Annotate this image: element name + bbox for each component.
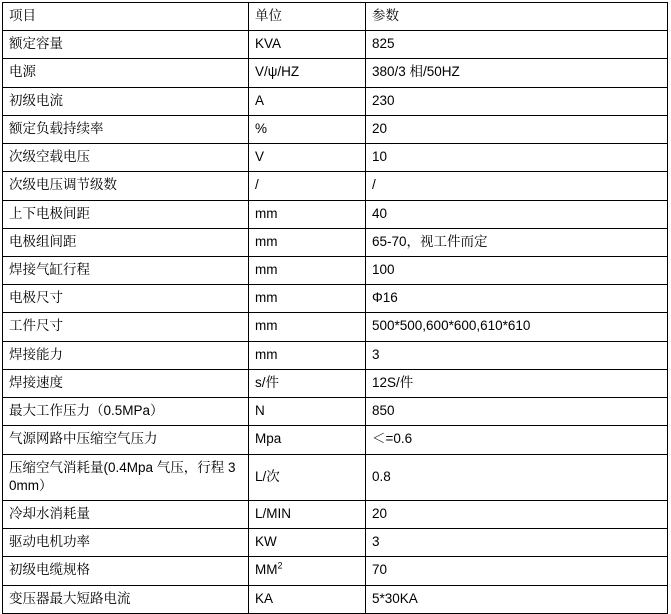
table-row — [3, 500, 668, 528]
table-row — [3, 285, 668, 313]
row-item-label: 电源 — [3, 59, 249, 87]
row-item-label: 初级电缆规格 — [3, 557, 249, 585]
table-row — [3, 426, 668, 454]
row-param-value: 500*500,600*600,610*610 — [366, 313, 668, 341]
row-item-label: 次级电压调节级数 — [3, 172, 249, 200]
row-param-value: 850 — [366, 398, 668, 426]
row-item-label: 额定容量 — [3, 31, 249, 59]
row-item-label: 工件尺寸 — [3, 313, 249, 341]
unit-text: MM — [255, 562, 278, 578]
row-unit-value: / — [249, 172, 366, 200]
unit-superscript: 2 — [277, 560, 283, 571]
table-row — [3, 398, 668, 426]
table-body — [3, 3, 668, 614]
row-item-label: 次级空载电压 — [3, 144, 249, 172]
row-item-label: 额定负载持续率 — [3, 115, 249, 143]
row-unit-value: Mpa — [249, 426, 366, 454]
table-row — [3, 200, 668, 228]
table-row — [3, 172, 668, 200]
row-param-value: ＜=0.6 — [366, 426, 668, 454]
row-unit-value — [249, 557, 366, 585]
row-param-value: 20 — [366, 500, 668, 528]
row-unit-value: mm — [249, 341, 366, 369]
row-unit-value: mm — [249, 228, 366, 256]
row-param-value: 380/3 相/50HZ — [366, 59, 668, 87]
row-param-value: 825 — [366, 31, 668, 59]
table-row — [3, 144, 668, 172]
row-item-label: 焊接速度 — [3, 369, 249, 397]
table-row — [3, 59, 668, 87]
row-param-value: 100 — [366, 256, 668, 284]
row-item-label: 最大工作压力（0.5MPa） — [3, 398, 249, 426]
row-unit-value: L/MIN — [249, 500, 366, 528]
row-param-value: 3 — [366, 529, 668, 557]
row-param-value: 0.8 — [366, 454, 668, 500]
row-unit-value: mm — [249, 285, 366, 313]
table-row — [3, 313, 668, 341]
row-item-label: 焊接气缸行程 — [3, 256, 249, 284]
row-unit-value: mm — [249, 313, 366, 341]
row-param-value: 3 — [366, 341, 668, 369]
table-row — [3, 228, 668, 256]
row-unit-value: % — [249, 115, 366, 143]
row-param-value: 12S/件 — [366, 369, 668, 397]
table-row — [3, 87, 668, 115]
row-unit-value: KVA — [249, 31, 366, 59]
table-row — [3, 557, 668, 585]
row-unit-value: V — [249, 144, 366, 172]
specifications-table — [2, 2, 668, 614]
table-row — [3, 529, 668, 557]
row-param-value: 5*30KA — [366, 585, 668, 613]
row-param-value: Φ16 — [366, 285, 668, 313]
row-param-value: 70 — [366, 557, 668, 585]
table-row — [3, 585, 668, 613]
row-unit-value: s/件 — [249, 369, 366, 397]
row-item-label: 上下电极间距 — [3, 200, 249, 228]
row-param-value: 230 — [366, 87, 668, 115]
row-item-label: 气源网路中压缩空气压力 — [3, 426, 249, 454]
column-header-unit: 单位 — [249, 3, 366, 31]
row-param-value: 65-70，视工件而定 — [366, 228, 668, 256]
row-unit-value: A — [249, 87, 366, 115]
row-unit-value: L/次 — [249, 454, 366, 500]
row-unit-value: KA — [249, 585, 366, 613]
table-row — [3, 31, 668, 59]
row-item-label: 初级电流 — [3, 87, 249, 115]
row-unit-value: mm — [249, 256, 366, 284]
table-row — [3, 256, 668, 284]
row-item-label: 电极组间距 — [3, 228, 249, 256]
row-param-value: 20 — [366, 115, 668, 143]
table-row — [3, 369, 668, 397]
row-item-label: 电极尺寸 — [3, 285, 249, 313]
column-header-param: 参数 — [366, 3, 668, 31]
row-item-label: 变压器最大短路电流 — [3, 585, 249, 613]
row-item-label: 驱动电机功率 — [3, 529, 249, 557]
row-unit-value: V/ψ/HZ — [249, 59, 366, 87]
table-row — [3, 454, 668, 500]
row-unit-value: N — [249, 398, 366, 426]
row-param-value: / — [366, 172, 668, 200]
row-unit-value: mm — [249, 200, 366, 228]
row-item-label: 压缩空气消耗量(0.4Mpa 气压，行程 30mm） — [3, 454, 249, 500]
table-row — [3, 341, 668, 369]
row-param-value: 10 — [366, 144, 668, 172]
table-header-row — [3, 3, 668, 31]
column-header-item: 项目 — [3, 3, 249, 31]
table-row — [3, 115, 668, 143]
row-item-label: 冷却水消耗量 — [3, 500, 249, 528]
row-unit-value: KW — [249, 529, 366, 557]
row-item-label: 焊接能力 — [3, 341, 249, 369]
row-param-value: 40 — [366, 200, 668, 228]
